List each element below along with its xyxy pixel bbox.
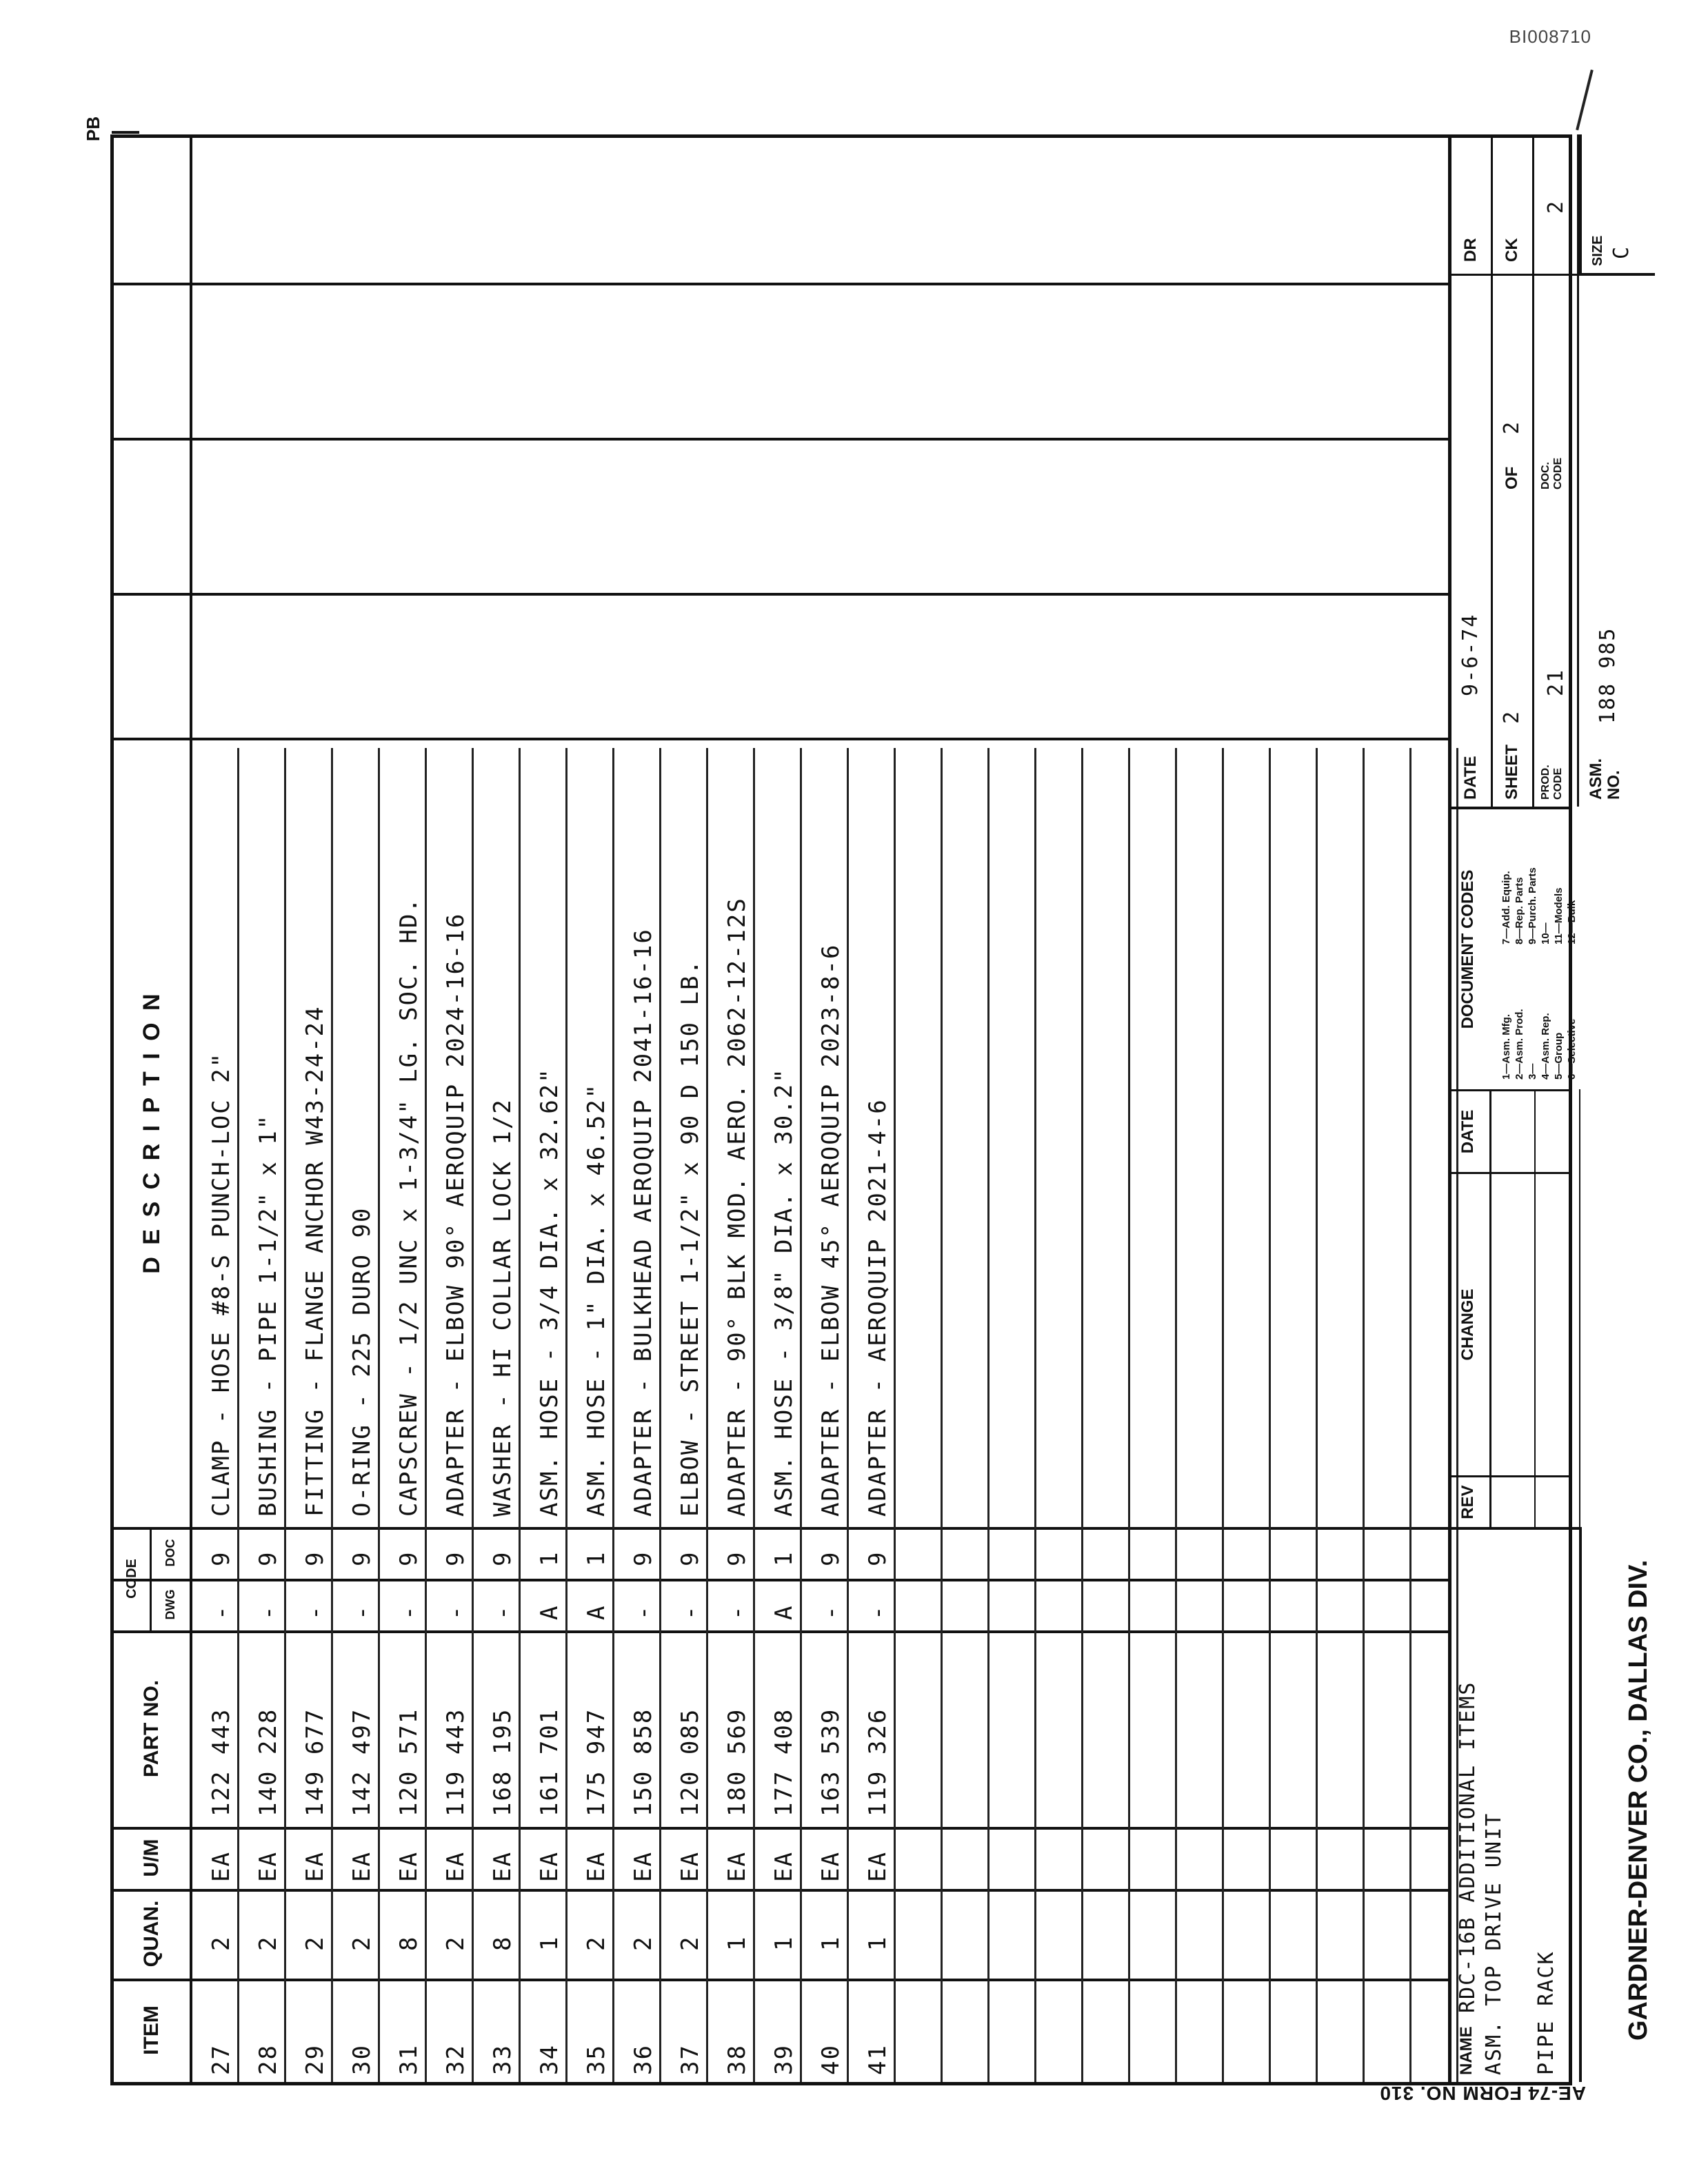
dwg-code: -	[395, 1604, 423, 1620]
unit-of-measure: EA	[723, 1851, 751, 1882]
doc-code: 1	[536, 1550, 563, 1566]
description: ADAPTER - BULKHEAD AEROQUIP 2041-16-16	[630, 928, 657, 1517]
unit-of-measure: EA	[254, 1851, 282, 1882]
description: ELBOW - STREET 1-1/2" x 90 D 150 LB.	[676, 959, 704, 1517]
table-row	[427, 748, 474, 2082]
code-entry: 8—Rep. Parts	[1514, 877, 1525, 944]
name-line-1: RDC-16B ADDITIONAL ITEMS	[1456, 1681, 1480, 2013]
unit-of-measure: EA	[583, 1851, 610, 1882]
dwg-code: -	[817, 1604, 845, 1620]
dwg-code: -	[301, 1604, 329, 1620]
code-entry: 1—Asm. Mfg.	[1500, 1013, 1512, 1080]
description-header: D E S C R I P T I O N	[138, 991, 165, 1274]
table-row	[1083, 748, 1130, 2082]
code-entry: 9—Purch. Parts	[1527, 867, 1538, 944]
doc-code: 9	[395, 1550, 423, 1566]
quantity: 8	[395, 1935, 423, 1951]
date-label: DATE	[1458, 1109, 1477, 1154]
codes-column-1	[1500, 1009, 1578, 1080]
name-line-2: ASM. TOP DRIVE UNIT	[1482, 1812, 1506, 2075]
item-number: 27	[208, 2044, 235, 2075]
dwg-code: -	[630, 1604, 657, 1620]
part-number: 168 195	[489, 1708, 516, 1817]
dwg-code: -	[254, 1604, 282, 1620]
quantity: 2	[630, 1935, 657, 1951]
change-label: CHANGE	[1458, 1288, 1477, 1361]
table-row	[755, 748, 802, 2082]
rev-header-line	[1489, 1089, 1491, 1527]
table-row	[849, 748, 896, 2082]
company-name: GARDNER-DENVER CO., DALLAS DIV.	[1624, 1559, 1653, 2041]
code-entry: 3—	[1527, 1063, 1538, 1080]
part-number: 161 701	[536, 1708, 563, 1817]
size-value: C	[1609, 245, 1634, 259]
table-row	[567, 748, 614, 2082]
quantity: 2	[583, 1935, 610, 1951]
dwg-code: -	[208, 1604, 235, 1620]
unit-of-measure: EA	[489, 1851, 516, 1882]
quantity: 1	[817, 1935, 845, 1951]
quantity: 1	[723, 1935, 751, 1951]
description: ASM. HOSE - 3/8" DIA. x 30.2"	[770, 1067, 798, 1517]
doc-code: 9	[723, 1550, 751, 1566]
table-row	[614, 748, 661, 2082]
table-row	[474, 748, 521, 2082]
dwg-code: -	[489, 1604, 516, 1620]
table-row	[521, 748, 567, 2082]
item-number: 28	[254, 2044, 282, 2075]
extra-column-4	[114, 134, 1448, 283]
quantity: 2	[301, 1935, 329, 1951]
unit-of-measure: EA	[817, 1851, 845, 1882]
doc-code: 1	[770, 1550, 798, 1566]
info-block	[1451, 134, 1634, 807]
pb-label: PB	[83, 116, 103, 141]
description: ADAPTER - ELBOW 90° AEROQUIP 2024-16-16	[442, 912, 470, 1517]
table-row	[896, 748, 943, 2082]
dwg-code: -	[348, 1604, 376, 1620]
description: FITTING - FLANGE ANCHOR W43-24-24	[301, 1005, 329, 1517]
item-number: 35	[583, 2044, 610, 2075]
item-number: 41	[864, 2044, 892, 2075]
part-number: 119 443	[442, 1708, 470, 1817]
item-number: 30	[348, 2044, 376, 2075]
item-number: 32	[442, 2044, 470, 2075]
part-number: 122 443	[208, 1708, 235, 1817]
part-number: 119 326	[864, 1708, 892, 1817]
unit-of-measure: EA	[770, 1851, 798, 1882]
sheet-row	[1493, 134, 1534, 807]
size-block	[1579, 134, 1655, 276]
part-number: 163 539	[817, 1708, 845, 1817]
part-number: 177 408	[770, 1708, 798, 1817]
table-row	[1177, 748, 1224, 2082]
quantity: 2	[442, 1935, 470, 1951]
quantity: 8	[489, 1935, 516, 1951]
rev-label: REV	[1458, 1485, 1477, 1519]
margin-mark	[1576, 70, 1594, 130]
unit-of-measure: EA	[442, 1851, 470, 1882]
quantity: 2	[348, 1935, 376, 1951]
doc-code: 9	[489, 1550, 516, 1566]
doc-code: 9	[442, 1550, 470, 1566]
date-field-label: DATE	[1461, 756, 1480, 800]
of-label: OF	[1503, 466, 1521, 489]
description: ASM. HOSE - 3/4 DIA. x 32.62"	[536, 1067, 563, 1517]
document-codes-block	[1451, 807, 1578, 1089]
unit-of-measure: EA	[348, 1851, 376, 1882]
dwg-code: A	[583, 1604, 610, 1620]
item-number: 31	[395, 2044, 423, 2075]
extra-column-1	[114, 593, 1448, 738]
code-header: CODE	[114, 1527, 152, 1630]
code-entry: 6—Selective	[1566, 1018, 1578, 1080]
table-row	[989, 748, 1036, 2082]
prod-code-label: PROD. CODE	[1540, 765, 1564, 800]
table-row	[1271, 748, 1318, 2082]
table-row	[286, 748, 333, 2082]
table-row	[708, 748, 755, 2082]
table-row	[333, 748, 380, 2082]
description: ADAPTER - AEROQUIP 2021-4-6	[864, 1098, 892, 1517]
code-entry: 10—	[1540, 922, 1551, 944]
code-entry: 5—Group	[1553, 1032, 1565, 1080]
doc-code-label: DOC. CODE	[1540, 457, 1564, 489]
name-block	[1451, 1527, 1579, 2082]
dwg-code: A	[770, 1604, 798, 1620]
dwg-code: -	[442, 1604, 470, 1620]
item-number: 40	[817, 2044, 845, 2075]
date-block	[1451, 1089, 1569, 1172]
quantity: 1	[770, 1935, 798, 1951]
description: CLAMP - HOSE #8-S PUNCH-LOC 2"	[208, 1051, 235, 1517]
item-number: 38	[723, 2044, 751, 2075]
part-number: 180 569	[723, 1708, 751, 1817]
item-header: ITEM	[140, 2005, 163, 2055]
extra-column-2	[114, 438, 1448, 593]
part-number: 120 085	[676, 1708, 704, 1817]
rev-block	[1451, 1475, 1569, 1527]
description: ASM. HOSE - 1" DIA. x 46.52"	[583, 1082, 610, 1517]
item-number: 39	[770, 2044, 798, 2075]
of-value: 2	[1500, 420, 1524, 434]
code-entry: 4—Asm. Rep.	[1540, 1013, 1551, 1080]
doc-code: 9	[817, 1550, 845, 1566]
title-block	[1448, 138, 1653, 2082]
dwg-code: -	[676, 1604, 704, 1620]
quantity: 1	[536, 1935, 563, 1951]
description: O-RING - 225 DURO 90	[348, 1206, 376, 1517]
item-number: 34	[536, 2044, 563, 2075]
table-row	[1318, 748, 1365, 2082]
code-entry: 2—Asm. Prod.	[1514, 1009, 1525, 1080]
table-row	[192, 748, 239, 2082]
description: BUSHING - PIPE 1-1/2" x 1"	[254, 1113, 282, 1517]
codes-column-2	[1500, 867, 1578, 944]
date-value: 9-6-74	[1458, 613, 1483, 696]
doc-code: 9	[630, 1550, 657, 1566]
doc-code: 9	[348, 1550, 376, 1566]
doc-code: 9	[254, 1550, 282, 1566]
parts-list-sheet	[110, 134, 1653, 2085]
change-block	[1451, 1172, 1569, 1475]
company-divider	[1579, 1527, 1582, 2082]
code-row	[1534, 134, 1579, 807]
quantity: 2	[208, 1935, 235, 1951]
unit-of-measure: EA	[676, 1851, 704, 1882]
code-entry: 12—Bulk	[1566, 900, 1578, 944]
description: CAPSCREW - 1/2 UNC x 1-3/4" LG. SOC. HD.	[395, 897, 423, 1517]
table-row	[239, 748, 286, 2082]
quantity: 2	[676, 1935, 704, 1951]
table-row	[661, 748, 708, 2082]
part-number: 140 228	[254, 1708, 282, 1817]
dr-label: DR	[1461, 238, 1480, 262]
doc-code: 9	[676, 1550, 704, 1566]
item-number: 29	[301, 2044, 329, 2075]
doc-code-value: 2	[1544, 199, 1568, 214]
unit-of-measure: EA	[864, 1851, 892, 1882]
part-no-header: PART NO.	[140, 1679, 163, 1778]
part-number: 149 677	[301, 1708, 329, 1817]
sheet-value: 2	[1500, 709, 1524, 724]
part-number: 150 858	[630, 1708, 657, 1817]
table-row	[943, 748, 989, 2082]
dwg-code: A	[536, 1604, 563, 1620]
prod-code-value: 21	[1544, 668, 1568, 696]
parts-list-sheet-wrapper	[110, 134, 1653, 2085]
rev-line-1	[1534, 1089, 1536, 1527]
unit-of-measure: EA	[536, 1851, 563, 1882]
description: WASHER - HI COLLAR LOCK 1/2	[489, 1098, 516, 1517]
unit-of-measure: EA	[208, 1851, 235, 1882]
name-line-3: PIPE RACK	[1534, 1950, 1558, 2075]
doc-code-header: DOC	[163, 1539, 177, 1567]
um-header: U/M	[140, 1839, 163, 1877]
date-row	[1451, 134, 1493, 807]
quan-header: QUAN.	[140, 1900, 163, 1968]
table-row	[1036, 748, 1083, 2082]
doc-code: 9	[301, 1550, 329, 1566]
ck-label: CK	[1503, 238, 1521, 262]
code-entry: 7—Add. Equip.	[1500, 871, 1512, 944]
item-number: 37	[676, 2044, 704, 2075]
unit-of-measure: EA	[301, 1851, 329, 1882]
part-number: 120 571	[395, 1708, 423, 1817]
part-number: 175 947	[583, 1708, 610, 1817]
table-row	[1130, 748, 1177, 2082]
dwg-code: -	[723, 1604, 751, 1620]
table-row	[802, 748, 849, 2082]
description: ADAPTER - 90° BLK MOD. AERO. 2062-12-12S	[723, 897, 751, 1517]
size-label: SIZE	[1590, 235, 1605, 266]
table-row	[1224, 748, 1271, 2082]
document-codes-label: DOCUMENT CODES	[1458, 869, 1477, 1029]
description: ADAPTER - ELBOW 45° AEROQUIP 2023-8-6	[817, 943, 845, 1517]
quantity: 2	[254, 1935, 282, 1951]
sheet-label: SHEET	[1503, 744, 1521, 800]
form-number: AE-74 FORM NO. 310	[1379, 2083, 1586, 2104]
rev-line-2	[1579, 1089, 1580, 1527]
code-entry: 11—Models	[1553, 887, 1565, 944]
part-number: 142 497	[348, 1708, 376, 1817]
extra-column-3	[114, 283, 1448, 438]
table-row	[1365, 748, 1411, 2082]
doc-code: 9	[208, 1550, 235, 1566]
asm-no-value: 188 985	[1596, 627, 1620, 724]
name-label: NAME	[1457, 2026, 1476, 2075]
item-number: 36	[630, 2044, 657, 2075]
dwg-code: -	[864, 1604, 892, 1620]
unit-of-measure: EA	[395, 1851, 423, 1882]
doc-code: 1	[583, 1550, 610, 1566]
item-number: 33	[489, 2044, 516, 2075]
asm-no-label: ASM. NO.	[1587, 758, 1623, 800]
table-row	[380, 748, 427, 2082]
dwg-code-header: DWG	[163, 1589, 177, 1620]
doc-code: 9	[864, 1550, 892, 1566]
document-id: BI008710	[1509, 26, 1591, 47]
quantity: 1	[864, 1935, 892, 1951]
unit-of-measure: EA	[630, 1851, 657, 1882]
